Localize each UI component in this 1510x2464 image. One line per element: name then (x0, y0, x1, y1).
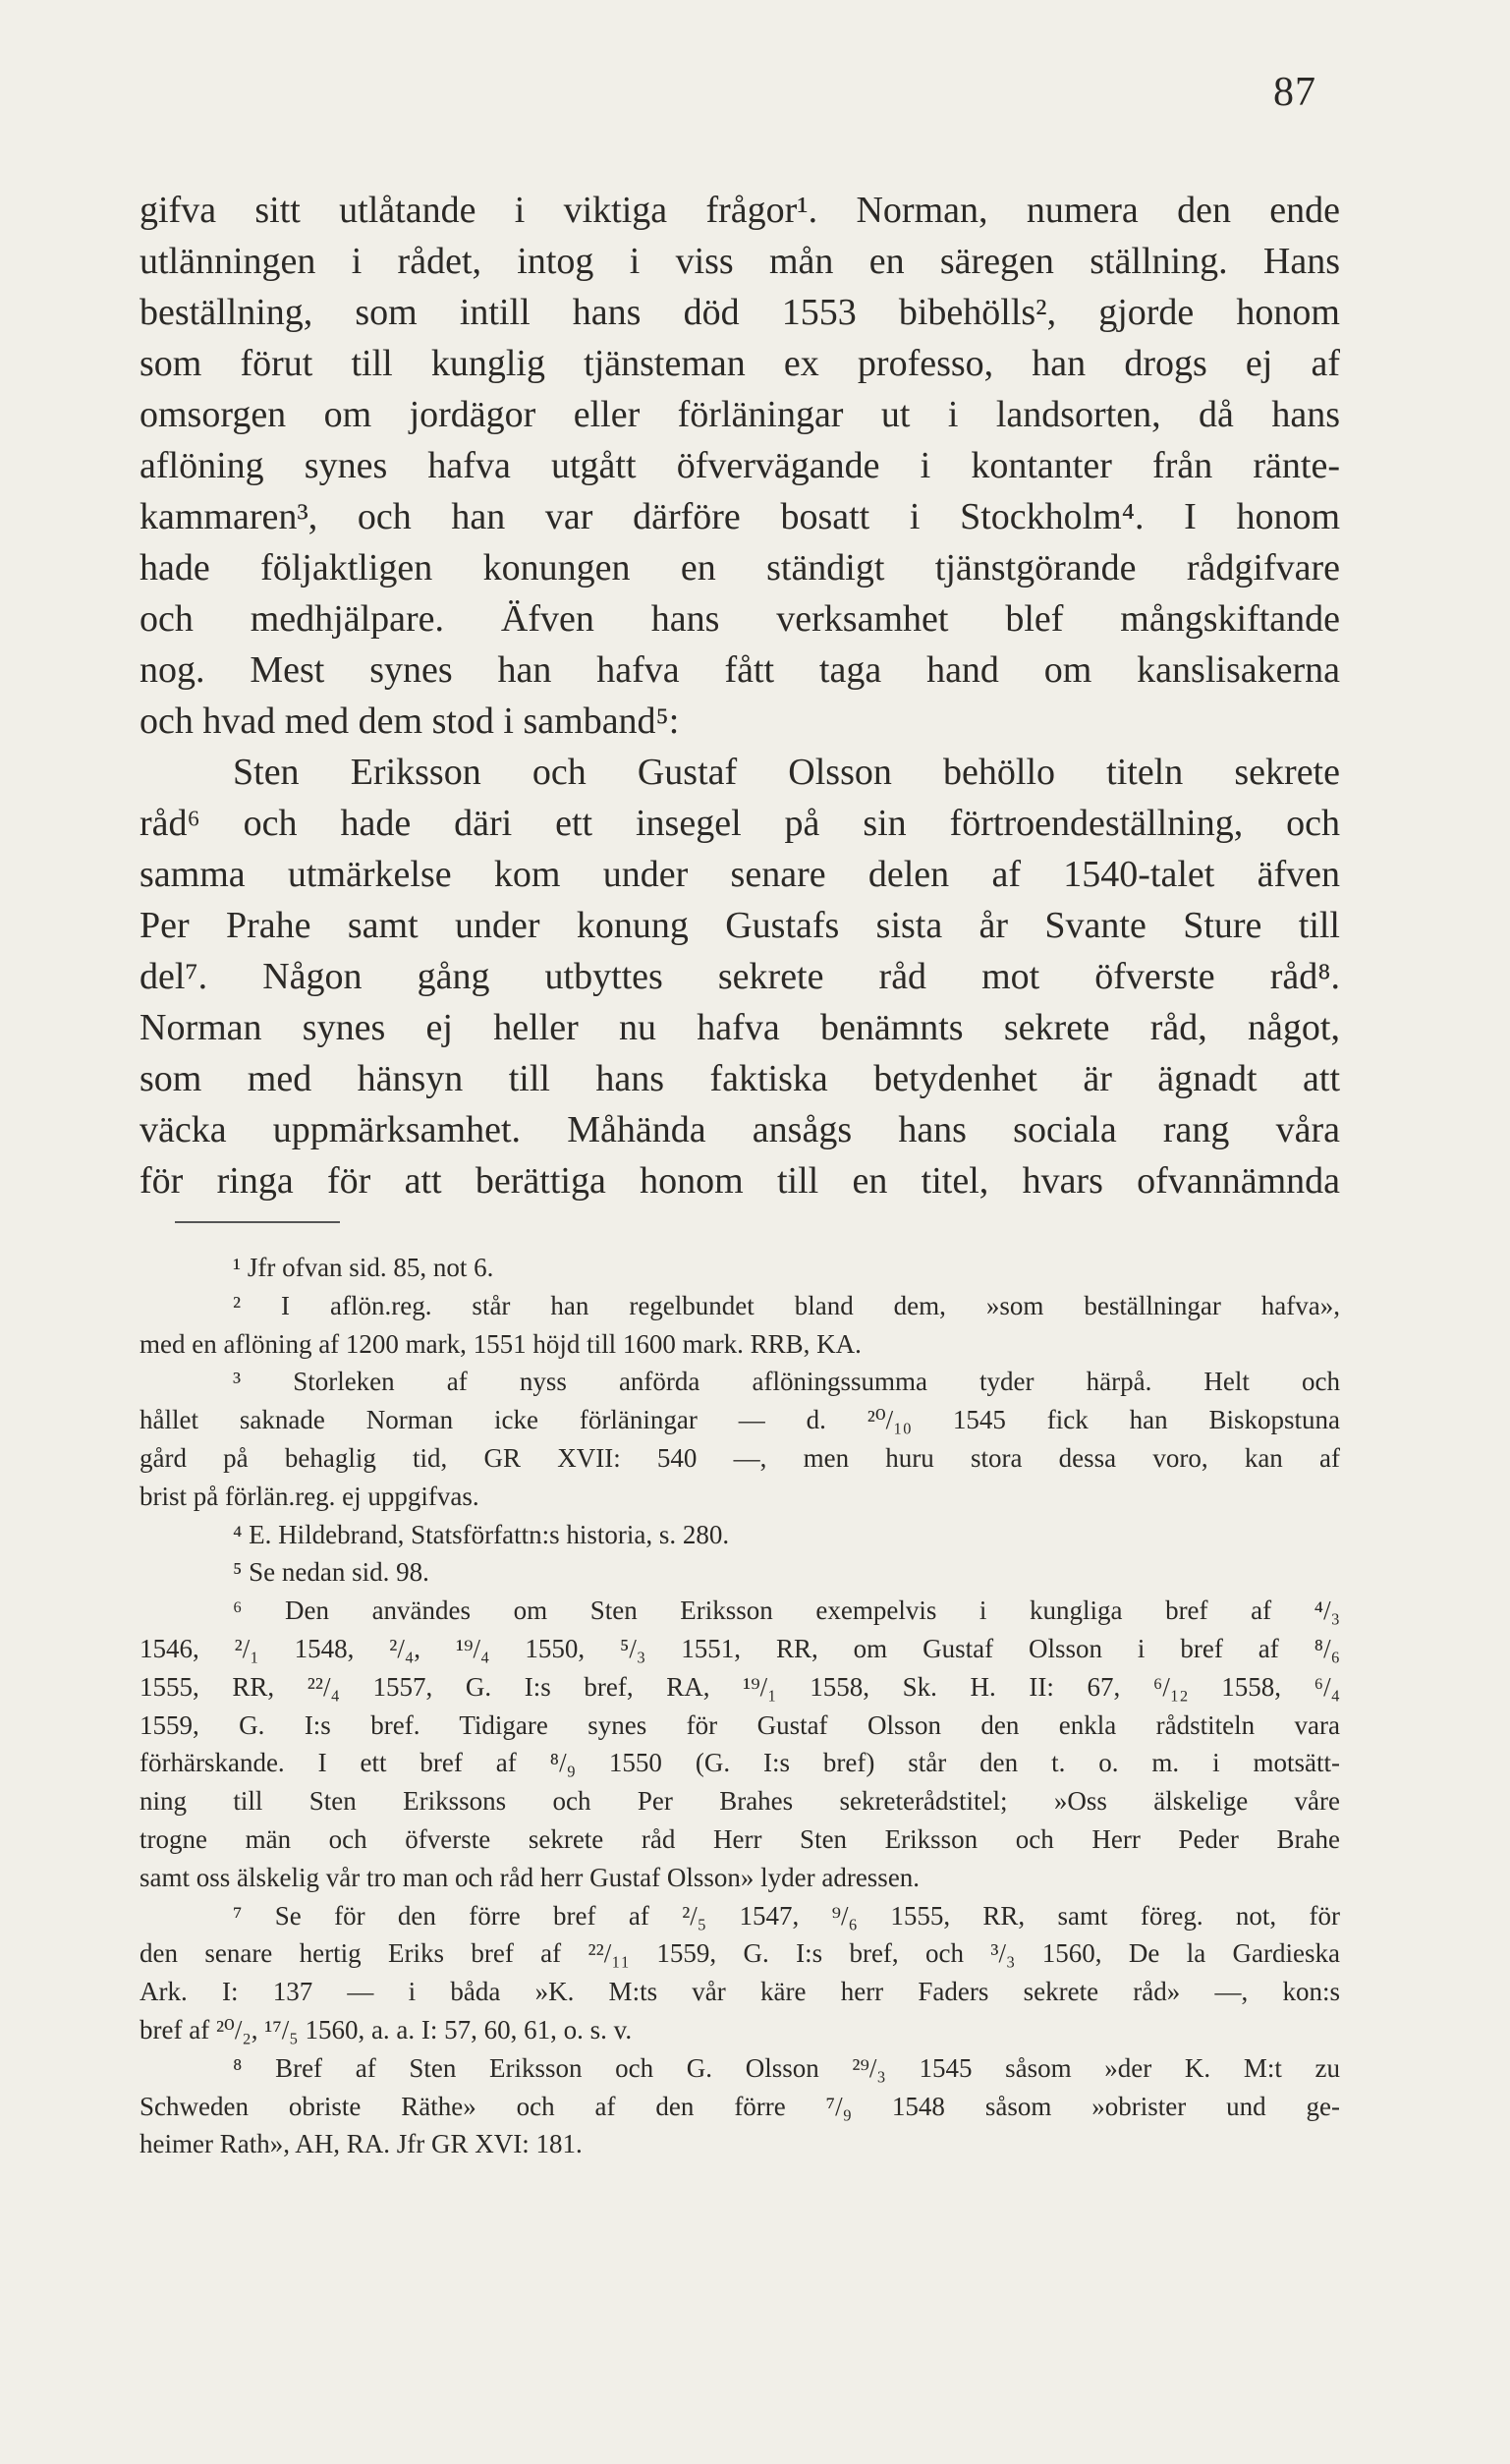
footnote-line: ³ Storleken af nyss anförda aflöningssumma tyder härpå. Helt och (233, 1367, 1340, 1397)
footnotes (140, 1249, 1340, 2163)
footnote-line: Schweden obriste Räthe» och af den förre ⁷/₉ 1548 såsom »obrister und ge- (140, 2091, 1340, 2121)
body-line: råd⁶ och hade däri ett insegel på sin förtroendeställning, och (140, 803, 1340, 844)
body-line: beställning, som intill hans död 1553 bibehölls², gjorde honom (140, 292, 1340, 333)
body-line: del⁷. Någon gång utbyttes sekrete råd mot öfverste råd⁸. (140, 956, 1340, 997)
footnote-line: brist på förlän.reg. ej uppgifvas. (140, 1481, 479, 1511)
body-line: nog. Mest synes han hafva fått taga hand om kanslisakerna (140, 649, 1340, 691)
footnote-line: 1555, RR, ²²/₄ 1557, G. I:s bref, RA, ¹⁹/₁ 1558, Sk. H. II: 67, ⁶/₁₂ 1558, ⁶/₄ (140, 1671, 1340, 1702)
footnote-line: ⁸ Bref af Sten Eriksson och G. Olsson ²⁹/₃ 1545 såsom »der K. M:t zu (233, 2052, 1340, 2083)
footnote-line: Ark. I: 137 — i båda »K. M:ts vår käre herr Faders sekrete råd» —, kon:s (140, 1977, 1340, 2007)
footnote-line: förhärskande. I ett bref af ⁸/₉ 1550 (G. I:s bref) står den t. o. m. i motsätt- (140, 1748, 1340, 1778)
body-line: väcka uppmärksamhet. Måhända ansågs hans sociala rang våra (140, 1109, 1340, 1150)
footnote-divider (175, 1221, 340, 1223)
footnote-line: 1559, G. I:s bref. Tidigare synes för Gustaf Olsson den enkla rådstiteln vara (140, 1709, 1340, 1740)
body-line: gifva sitt utlåtande i viktiga frågor¹. Norman, numera den ende (140, 190, 1340, 231)
footnote-line: ⁴ E. Hildebrand, Statsförfattn:s historia, s. 280. (233, 1519, 730, 1549)
page-number: 87 (1273, 70, 1316, 115)
body-line: för ringa för att berättiga honom till en titel, hvars ofvannämnda (140, 1160, 1340, 1202)
footnote-line: ² I aflön.reg. står han regelbundet bland dem, »som beställningar hafva», (233, 1290, 1340, 1320)
body-line: kammaren³, och han var därföre bosatt i Stockholm⁴. I honom (140, 496, 1340, 537)
footnote-line: ⁵ Se nedan sid. 98. (233, 1557, 429, 1588)
body-line: som med hänsyn till hans faktiska betydenhet är ägnadt att (140, 1058, 1340, 1099)
body-line: utlänningen i rådet, intog i viss mån en säregen ställning. Hans (140, 241, 1340, 282)
footnote-line: heimer Rath», AH, RA. Jfr GR XVI: 181. (140, 2129, 583, 2159)
footnote-line: ¹ Jfr ofvan sid. 85, not 6. (233, 1253, 494, 1282)
body-line: hade följaktligen konungen en ständigt tjänstgörande rådgifvare (140, 547, 1340, 588)
footnote-line: den senare hertig Eriks bref af ²²/₁₁ 1559, G. I:s bref, och ³/₃ 1560, De la Gardieska (140, 1938, 1340, 1969)
body-line: Sten Eriksson och Gustaf Olsson behöllo titeln sekrete (233, 752, 1340, 793)
footnote-line: ⁶ Den användes om Sten Eriksson exempelvis i kungliga bref af ⁴/₃ (233, 1596, 1340, 1626)
footnote-line: gård på behaglig tid, GR XVII: 540 —, men huru stora dessa voro, kan af (140, 1442, 1340, 1473)
footnote-line: trogne män och öfverste sekrete råd Herr Sten Eriksson och Herr Peder Brahe (140, 1823, 1340, 1854)
body-line: aflöning synes hafva utgått öfvervägande i kontanter från ränte- (140, 445, 1340, 486)
body-text (140, 185, 1340, 1206)
footnote-line: ning till Sten Erikssons och Per Brahes sekreterådstitel; »Oss älskelige våre (140, 1786, 1340, 1817)
footnote-line: med en aflöning af 1200 mark, 1551 höjd till 1600 mark. RRB, KA. (140, 1328, 862, 1359)
body-line: som förut till kunglig tjänsteman ex professo, han drogs ej af (140, 343, 1340, 384)
footnote-line: hållet saknade Norman icke förläningar — d. ²⁰/₁₀ 1545 fick han Biskopstuna (140, 1405, 1340, 1435)
footnote-line: samt oss älskelig vår tro man och råd herr Gustaf Olsson» lyder adressen. (140, 1862, 921, 1892)
footnote-line: ⁷ Se för den förre bref af ²/₅ 1547, ⁹/₆ 1555, RR, samt föreg. not, för (233, 1900, 1340, 1931)
body-line: och medhjälpare. Äfven hans verksamhet blef mångskiftande (140, 598, 1340, 640)
body-line: och hvad med dem stod i samband⁵: (140, 700, 680, 742)
body-line: samma utmärkelse kom under senare delen af 1540-talet äfven (140, 854, 1340, 895)
body-line: Norman synes ej heller nu hafva benämnts sekrete råd, något, (140, 1007, 1340, 1048)
body-line: omsorgen om jordägor eller förläningar ut i landsorten, då hans (140, 394, 1340, 435)
footnote-line: 1546, ²/₁ 1548, ²/₄, ¹⁹/₄ 1550, ⁵/₃ 1551, RR, om Gustaf Olsson i bref af ⁸/₆ (140, 1633, 1340, 1663)
body-line: Per Prahe samt under konung Gustafs sista år Svante Sture till (140, 905, 1340, 946)
footnote-line: bref af ²⁰/₂, ¹⁷/₅ 1560, a. a. I: 57, 60, 61, o. s. v. (140, 2014, 633, 2044)
